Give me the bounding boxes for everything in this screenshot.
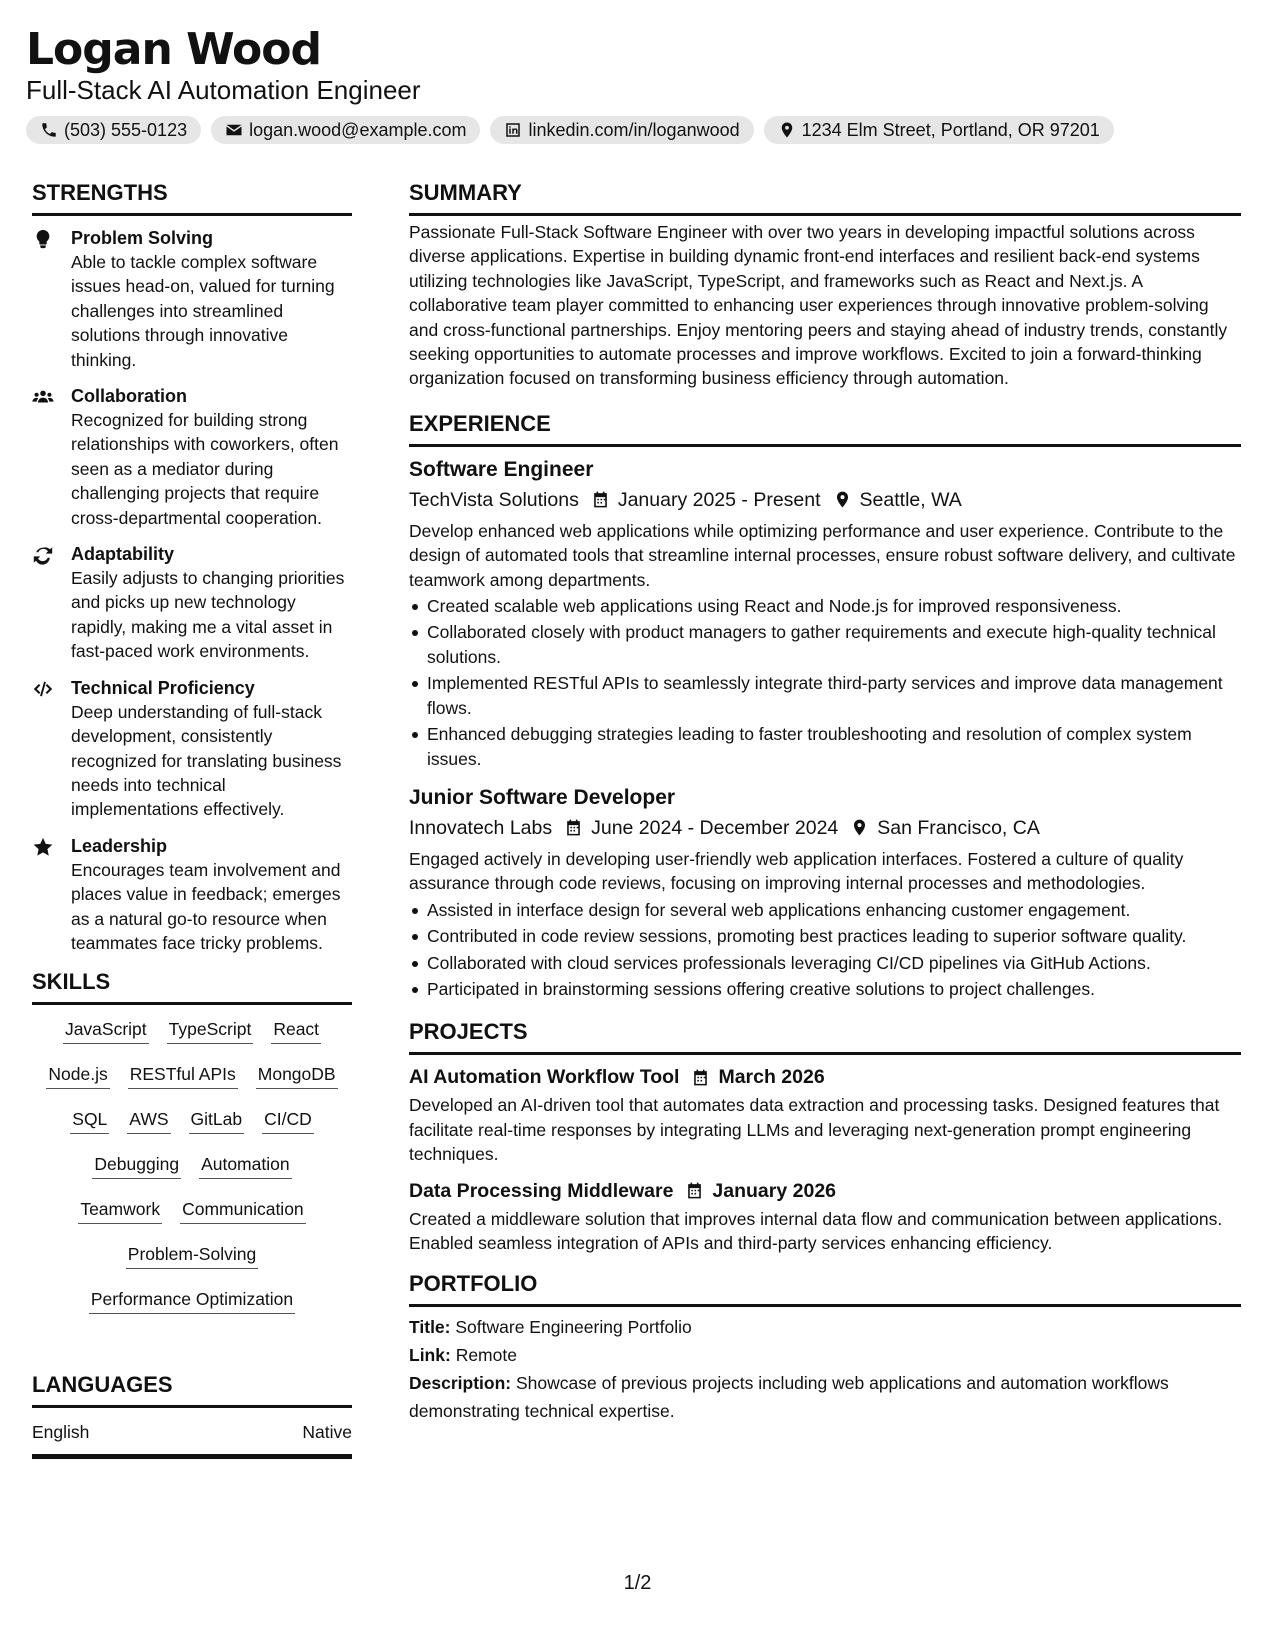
location-pin-icon (850, 818, 869, 837)
strength-title: Adaptability (71, 544, 175, 565)
job-location: San Francisco, CA (877, 816, 1040, 839)
contact-email-text: logan.wood@example.com (249, 119, 467, 140)
portfolio-link[interactable]: Remote (455, 1345, 517, 1366)
strength-text: Able to tackle complex software issues head-on, valued for turning challenges into streamlined solutions through innovative thinking. (71, 252, 335, 370)
lightbulb-icon (32, 228, 54, 250)
calendar-icon (564, 818, 583, 837)
skills-row (38, 1062, 346, 1107)
job-bullets (409, 898, 1241, 1002)
strength-item (32, 542, 352, 664)
skill-tag: MongoDB (256, 1062, 338, 1089)
project-title: AI Automation Workflow Tool (409, 1066, 680, 1089)
skill-tag: Performance Optimization (89, 1287, 295, 1314)
users-icon (32, 386, 54, 408)
contact-email[interactable] (211, 116, 480, 144)
strength-item (32, 384, 352, 530)
contact-phone-text: (503) 555-0123 (64, 119, 188, 140)
job-description: Develop enhanced web applications while optimizing performance and user experience. Contribute to the design of automated tools that streamline internal processes, ensure robust software delivery, and cultivate teamwork among departments. (409, 520, 1236, 590)
skill-tag: RESTful APIs (128, 1062, 238, 1089)
language-row (32, 1420, 352, 1459)
job-entry (409, 783, 1241, 1001)
skill-tag: SQL (70, 1107, 109, 1134)
job-bullet: Participated in brainstorming sessions offering creative solutions to project challenges. (409, 977, 1241, 1001)
skill-tag: CI/CD (262, 1107, 314, 1134)
contact-bar (26, 116, 1226, 144)
strength-item (32, 834, 352, 956)
project-title: Data Processing Middleware (409, 1179, 674, 1202)
languages-section (32, 1370, 352, 1459)
envelope-icon (225, 121, 243, 139)
projects-section (409, 1017, 1241, 1255)
experience-section (409, 409, 1241, 1002)
portfolio-description: Showcase of previous projects including web applications and automation workflows demonstrating technical expertise. (409, 1373, 1169, 1422)
contact-phone (26, 116, 201, 144)
projects-heading: PROJECTS (409, 1017, 1241, 1055)
job-title: Junior Software Developer (409, 785, 676, 809)
contact-address (764, 116, 1114, 144)
project-date: March 2026 (718, 1066, 825, 1089)
project-entry (409, 1177, 1241, 1256)
strength-text: Deep understanding of full-stack development, consistently recognized for translating business needs into technical implementations effectively. (71, 701, 342, 820)
skills-row (38, 1107, 346, 1152)
skill-tag: Node.js (46, 1062, 109, 1089)
project-header (409, 1063, 1241, 1091)
portfolio-link-line (409, 1341, 1241, 1369)
job-description: Engaged actively in developing user-friendly web application interfaces. Fostered a culture of quality assurance through code reviews, focusing on improving internal processes and methodologies. (409, 848, 1184, 894)
skills-row (38, 1287, 346, 1332)
candidate-name: Logan Wood (26, 24, 322, 75)
skill-tag: JavaScript (63, 1017, 149, 1044)
strength-title: Leadership (71, 835, 168, 856)
strength-title: Problem Solving (71, 228, 214, 248)
portfolio-title-label: Title: (409, 1317, 451, 1338)
skills-row (38, 1197, 346, 1242)
job-bullet: Created scalable web applications using React and Node.js for improved responsiveness. (409, 594, 1241, 618)
calendar-icon (691, 1068, 710, 1087)
skill-tag: Teamwork (78, 1197, 162, 1224)
strength-text: Easily adjusts to changing priorities and picks up new technology rapidly, making me a vital asset in fast-paced work environments. (71, 568, 345, 662)
job-bullet: Contributed in code review sessions, promoting best practices leading to superior software quality. (409, 924, 1241, 948)
skills-list (32, 1017, 352, 1332)
job-location: Seattle, WA (859, 488, 962, 511)
job-bullet: Collaborated closely with product managers to gather requirements and execute high-quality technical solutions. (409, 620, 1241, 669)
skill-tag: React (271, 1017, 321, 1044)
experience-heading: EXPERIENCE (409, 409, 1241, 447)
strength-text: Recognized for building strong relationships with coworkers, often seen as a mediator during challenging projects that require cross-departmental cooperation. (71, 410, 339, 528)
location-pin-icon (778, 121, 796, 139)
strength-item (32, 676, 352, 822)
summary-heading: SUMMARY (409, 178, 1241, 216)
calendar-icon (591, 490, 610, 509)
location-pin-icon (833, 490, 852, 509)
skill-tag: TypeScript (167, 1017, 254, 1044)
job-bullet: Enhanced debugging strategies leading to faster troubleshooting and resolution of complex system issues. (409, 722, 1241, 771)
resume-header (26, 26, 1226, 144)
skill-tag: Debugging (92, 1152, 181, 1179)
job-bullets (409, 594, 1241, 771)
skill-tag: Communication (180, 1197, 306, 1224)
job-entry (409, 455, 1241, 771)
job-meta (409, 813, 1241, 843)
code-icon (32, 678, 54, 700)
skills-heading: SKILLS (32, 967, 352, 1005)
calendar-icon (685, 1181, 704, 1200)
project-description: Created a middleware solution that improves internal data flow and communication between applications. Enabled seamless integration of APIs and third-party services enhancing efficiency. (409, 1208, 1223, 1253)
skill-tag: AWS (127, 1107, 170, 1134)
strength-title: Technical Proficiency (71, 677, 255, 698)
strengths-heading: STRENGTHS (32, 178, 352, 216)
skills-row (38, 1152, 346, 1197)
phone-icon (40, 121, 58, 139)
portfolio-section (409, 1269, 1241, 1425)
contact-linkedin-text: linkedin.com/in/loganwood (528, 119, 740, 140)
job-title: Software Engineer (409, 457, 594, 481)
portfolio-description-line (409, 1369, 1241, 1425)
right-column (409, 178, 1241, 1425)
job-dates: June 2024 - December 2024 (591, 816, 839, 839)
strength-text: Encourages team involvement and places value in feedback; emerges as a natural go-to resource when teammates face tricky problems. (71, 859, 341, 953)
skills-row (38, 1017, 346, 1062)
star-icon (32, 836, 54, 858)
portfolio-heading: PORTFOLIO (409, 1269, 1241, 1307)
portfolio-title-line (409, 1313, 1241, 1341)
page-number: 1/2 (623, 1572, 652, 1594)
portfolio-title: Software Engineering Portfolio (455, 1317, 692, 1338)
strength-title: Collaboration (71, 386, 187, 407)
project-date: January 2026 (712, 1179, 837, 1202)
job-company: Innovatech Labs (409, 816, 553, 839)
summary-text: Passionate Full-Stack Software Engineer with over two years in developing impactful solutions across diverse applications. Expertise in building dynamic front-end interfaces and resilient back-end systems utilizing technologies like JavaScript, TypeScript, and frameworks such as React and Next.js. A collaborative team player committed to enhancing user experiences through innovative problem-solving and cross-functional partnerships. Enjoy mentoring peers and staying ahead of industry trends, constantly seeking opportunities to automate processes and improve workflows. Excited to join a forward-thinking organization focused on transforming business efficiency through automation. (409, 222, 1228, 389)
language-name: English (32, 1422, 90, 1443)
project-header (409, 1177, 1241, 1205)
left-column (32, 178, 352, 1459)
skill-tag: Problem-Solving (126, 1242, 258, 1269)
job-meta (409, 485, 1241, 515)
project-entry (409, 1063, 1241, 1166)
language-level: Native (302, 1422, 352, 1443)
skill-tag: Automation (199, 1152, 292, 1179)
candidate-title: Full-Stack AI Automation Engineer (26, 75, 421, 105)
job-company: TechVista Solutions (409, 488, 579, 511)
contact-linkedin[interactable] (490, 116, 753, 144)
strength-item (32, 226, 352, 372)
job-bullet: Implemented RESTful APIs to seamlessly integrate third-party services and improve data management flows. (409, 671, 1241, 720)
skills-row (38, 1242, 346, 1287)
skill-tag: GitLab (189, 1107, 245, 1134)
portfolio-link-label: Link: (409, 1345, 451, 1366)
portfolio-description-label: Description: (409, 1373, 512, 1394)
job-bullet: Collaborated with cloud services professionals leveraging CI/CD pipelines via GitHub Actions. (409, 951, 1241, 975)
job-dates: January 2025 - Present (617, 488, 821, 511)
contact-address-text: 1234 Elm Street, Portland, OR 97201 (801, 119, 1100, 140)
job-bullet: Assisted in interface design for several web applications enhancing customer engagement. (409, 898, 1241, 922)
strengths-list (32, 226, 352, 955)
linkedin-icon (504, 121, 522, 139)
project-description: Developed an AI-driven tool that automates data extraction and processing tasks. Designed features that facilitate real-time responses by integrating LLMs and leveraging next-generation prompt engineering techniques. (409, 1095, 1220, 1165)
sync-icon (32, 544, 54, 566)
languages-heading: LANGUAGES (32, 1370, 352, 1408)
